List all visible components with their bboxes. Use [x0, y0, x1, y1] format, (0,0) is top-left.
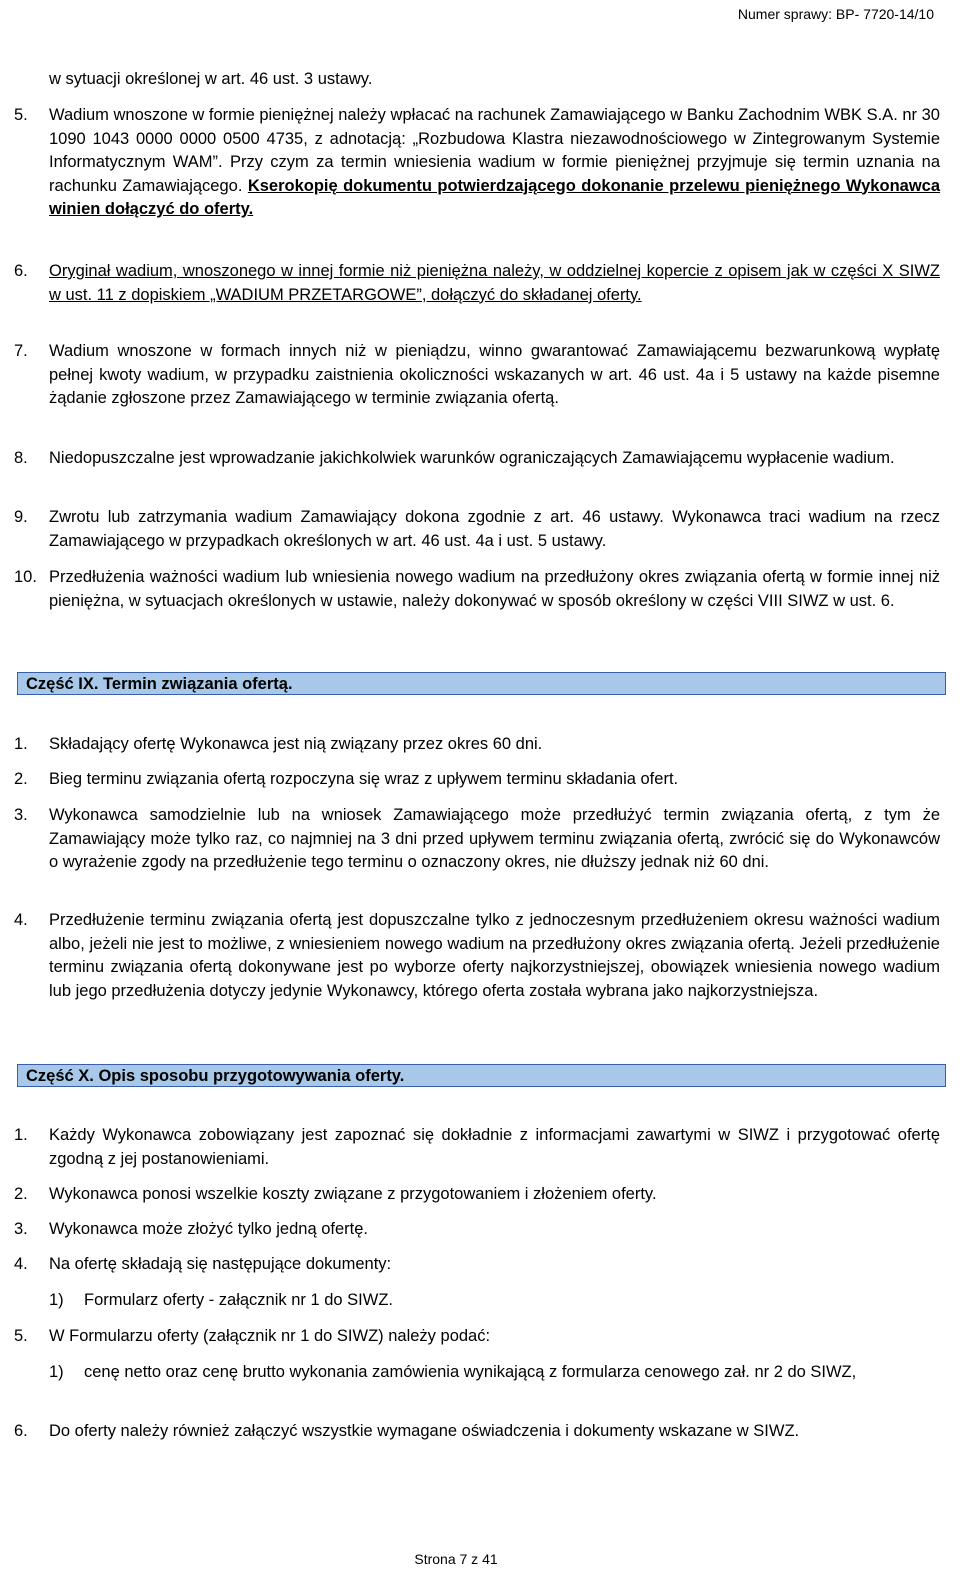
section-header-ix: Część IX. Termin związania ofertą. — [17, 672, 946, 695]
section10-item-2: 2. Wykonawca ponosi wszelkie koszty związane z przygotowaniem i złożeniem oferty. — [14, 1185, 657, 1203]
continuation-text: w sytuacji określonej w art. 46 ust. 3 ustawy. — [49, 70, 373, 88]
section10-item-5: 5. W Formularzu oferty (załącznik nr 1 do SIWZ) należy podać: — [14, 1327, 491, 1345]
section9-item-3: 3. Wykonawca samodzielnie lub na wniosek Zamawiającego może przedłużyć termin związania ofertą, z tym że Zamawiający może tylko raz, co najmniej na 3 dni przed upływem terminu związania ofertą, zwrócić się do Wykonawców o wyrażenie zgody na przedłużenie tego terminu o oznaczony okres, nie dłuższy jednak niż 60 dni. — [14, 806, 940, 871]
section10-item-4-sub-1: 1) Formularz oferty - załącznik nr 1 do SIWZ. — [49, 1291, 393, 1309]
list-item-8: 8. Niedopuszczalne jest wprowadzanie jakichkolwiek warunków ograniczających Zamawiającemu wypłacenie wadium. — [14, 449, 895, 467]
section10-item-3: 3. Wykonawca może złożyć tylko jedną ofertę. — [14, 1220, 368, 1238]
section9-item-2: 2. Bieg terminu związania ofertą rozpoczyna się wraz z upływem terminu składania ofert. — [14, 770, 679, 788]
list-item-7: 7. Wadium wnoszone w formach innych niż w pieniądzu, winno gwarantować Zamawiającemu bezwarunkową wypłatę pełnej kwoty wadium, w przypadku zaistnienia okoliczności wskazanych w art. 46 ust. 4a i 5 ustawy na każde pisemne żądanie zgłoszone przez Zamawiającego w terminie związania ofertą. — [14, 342, 940, 407]
section10-item-1: 1. Każdy Wykonawca zobowiązany jest zapoznać się dokładnie z informacjami zawartymi w SIWZ i przygotować ofertę zgodną z jej postanowieniami. — [14, 1126, 940, 1168]
item-5-text: Wadium wnoszone w formie pieniężnej należy wpłacać na rachunek Zamawiającego w Banku Zachodnim WBK S.A. nr 30 1090 1043 0000 0000 0500 4735, z adnotacją: „Rozbudowa Klastra niezawodnościowego w Zintegrowanym Systemie Informatycznym WAM”. Przy czym za termin wniesienia wadium w formie pieniężnej przyjmuje się termin uznania na rachunku Zamawiającego. — [49, 106, 940, 195]
section10-item-5-sub-1: 1) cenę netto oraz cenę brutto wykonania zamówienia wynikającą z formularza cenowego zał. nr 2 do SIWZ, — [49, 1363, 857, 1381]
list-item-5: 5. Wadium wnoszone w formie pieniężnej należy wpłacać na rachunek Zamawiającego w Banku Zachodnim WBK S.A. nr 30 1090 1043 0000 0000 0500 4735, z adnotacją: „Rozbudowa Klastra niezawodnościowego w Zintegrowanym Systemie Informatycznym WAM”. Przy czym za termin wniesienia wadium w formie pieniężnej przyjmuje się termin uznania na rachunku Zamawiającego. Kserokopię dokumentu potwierdzającego dokonanie przelewu pieniężnego Wykonawca winien dołączyć do oferty. — [14, 106, 941, 218]
list-item-10: 10. Przedłużenia ważności wadium lub wniesienia nowego wadium na przedłużony okres związania ofertą w formie innej niż pieniężna, w sytuacjach określonych w ustawie, należy dokonywać w sposób określony w części VIII SIWZ w ust. 6. — [14, 568, 940, 610]
section10-item-6: 6. Do oferty należy również załączyć wszystkie wymagane oświadczenia i dokumenty wskazane w SIWZ. — [14, 1422, 800, 1440]
section9-item-4: 4. Przedłużenie terminu związania ofertą jest dopuszczalne tylko z jednoczesnym przedłużeniem okresu ważności wadium albo, jeżeli nie jest to możliwe, z wniesieniem nowego wadium na przedłużony okres związania ofertą. Jeżeli przedłużenie terminu związania ofertą dokonywane jest po wyborze oferty najkorzystniejszej, obowiązek wniesienia nowego wadium lub jego przedłużenia dotyczy jedynie Wykonawcy, którego oferta została wybrana jako najkorzystniejsza. — [14, 911, 940, 1000]
section10-item-4: 4. Na ofertę składają się następujące dokumenty: — [14, 1255, 392, 1273]
list-item-9: 9. Zwrotu lub zatrzymania wadium Zamawiający dokona zgodnie z art. 46 ustawy. Wykonawca traci wadium na rzecz Zamawiającego w przypadkach określonych w art. 46 ust. 4a i ust. 5 ustawy. — [14, 508, 940, 550]
case-number: Numer sprawy: BP- 7720-14/10 — [737, 6, 934, 22]
section9-item-1: 1. Składający ofertę Wykonawca jest nią związany przez okres 60 dni. — [14, 735, 543, 753]
item-5-emphasis: Kserokopię dokumentu potwierdzającego dokonanie przelewu pieniężnego Wykonawca winien dołączyć do oferty. — [49, 176, 941, 218]
section-header-x: Część X. Opis sposobu przygotowywania oferty. — [17, 1064, 946, 1087]
list-item-6: 6. Oryginał wadium, wnoszonego w innej formie niż pieniężna należy, w oddzielnej kopercie z opisem jak w części X SIWZ w ust. 11 z dopiskiem „WADIUM PRZETARGOWE”, dołączyć do składanej oferty. — [14, 262, 940, 304]
page-number: Strona 7 z 41 — [414, 1551, 498, 1567]
